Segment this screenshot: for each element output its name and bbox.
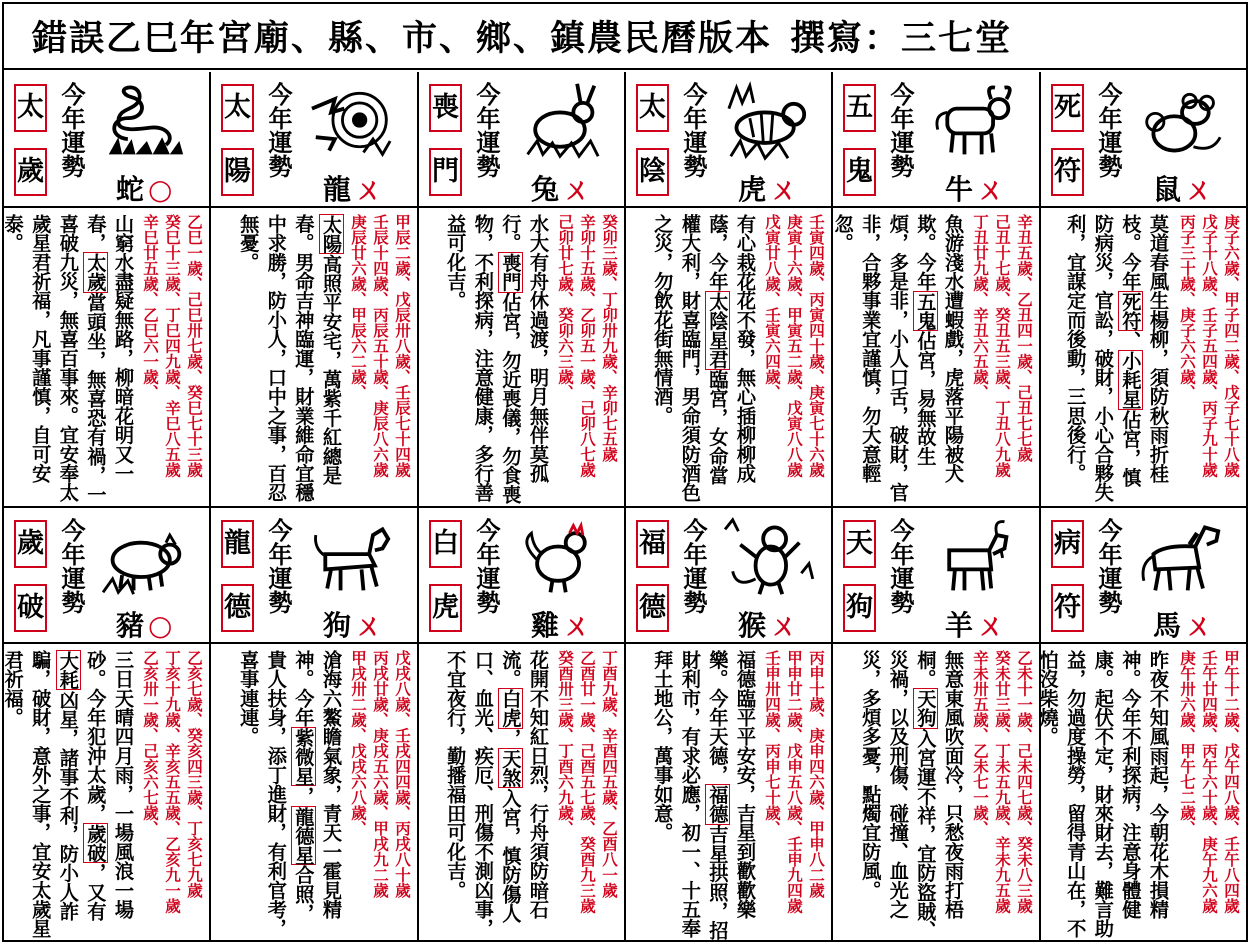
- cell-header: [419, 72, 624, 208]
- god-name-bottom: 陽: [221, 148, 254, 196]
- god-name-bottom: 德: [636, 584, 669, 632]
- cell-header: [4, 72, 209, 208]
- zodiac-cell-雞: [419, 508, 626, 942]
- god-name-top: 死: [1051, 84, 1084, 132]
- highlight-term: 大耗: [56, 651, 80, 690]
- zodiac-cell-兔: [419, 72, 626, 508]
- god-name-top: 五: [843, 84, 876, 132]
- fortune-text: 水大有舟休過渡，明月無伴莫孤行。喪門佔宮，勿近喪儀，勿食喪物，不利探病，注意健康，多行善益可化吉。: [444, 214, 550, 505]
- god-name-top: 病: [1051, 520, 1084, 568]
- cell-body: [626, 210, 831, 506]
- highlight-term: 太陽: [320, 215, 343, 254]
- god-name-top: 太: [14, 84, 47, 132]
- goat-icon: [928, 516, 1020, 598]
- dragon-icon: [306, 80, 398, 162]
- zodiac-cell-蛇: [1, 72, 211, 508]
- cell-header: [419, 508, 624, 644]
- animal-name: 雞: [531, 609, 560, 642]
- animal-name: 馬: [1153, 609, 1182, 642]
- god-name-top: 歲: [14, 520, 47, 568]
- age-list: 庚子六歲、甲子四二歲、戊子七十八歲 戊子十八歲、壬子五四歲、丙子九十歲 丙子三十歲、庚子六六歲、: [1178, 214, 1241, 478]
- fortune-text: 無意東風吹面冷，只愁夜雨打梧桐。天狗入宮運不祥，宜防盜賊、災禍，以及刑傷、碰撞、血光之災，多煩多憂，點燭宜防風。: [859, 650, 965, 941]
- god-name-top: 龍: [221, 520, 254, 568]
- cell-body: [1, 210, 209, 506]
- animal-label: [531, 168, 591, 208]
- fortune-text: 滄海六鰲瞻氣象，青天一霍見精神。今年紫微星，龍德星合照，貴人扶身，添丁進財，有利官考，喜事連連。: [237, 650, 343, 938]
- animal-name: 牛: [945, 173, 974, 206]
- zodiac-cell-豬: [1, 508, 211, 942]
- fortune-mark: ㄨ: [563, 609, 592, 642]
- monkey-icon: [721, 516, 813, 598]
- cell-body: [211, 210, 417, 506]
- cell-header: [211, 72, 417, 208]
- age-list: 辛丑五歲、乙丑四一歲、己丑七七歲 己丑十七歲、癸丑五三歲、丁丑八九歲 丁丑廿九歲、辛丑六五歲、: [971, 214, 1034, 478]
- fortune-text: 莫道春風生楊柳，須防秋雨折桂枝。今年死符、小耗星佔宮，慎防病災，官訟，破財，小心合夥失利，宜謀定而後動，三思後行。: [1064, 214, 1170, 502]
- cell-header: [626, 508, 831, 644]
- yunshi-label: 今年運勢: [1094, 518, 1123, 614]
- animal-label: [531, 604, 591, 644]
- ox-icon: [928, 80, 1020, 162]
- fortune-mark: ㄨ: [355, 609, 384, 642]
- fortune-mark: ㄨ: [1185, 173, 1214, 206]
- yunshi-label: 今年運勢: [679, 518, 708, 614]
- fortune-text: 太陽高照平安宅，萬紫千紅總是春。男命吉神臨運，財業維命宜穩中求勝，防小人，口中之事，百忍無憂。: [237, 214, 343, 502]
- zodiac-cell-鼠: [1041, 72, 1246, 508]
- fortune-text: 花開不知紅日烈，行舟須防暗石流。白虎，天煞入宮，慎防傷人口、血光、疾厄、刑傷不測凶事，不宜夜行，勤播福田可化吉。: [444, 650, 550, 938]
- god-name-box: [429, 84, 462, 196]
- zodiac-cell-虎: [626, 72, 833, 508]
- animal-name: 羊: [945, 609, 974, 642]
- god-name-bottom: 鬼: [843, 148, 876, 196]
- fortune-mark: ㄨ: [977, 173, 1006, 206]
- animal-label: [1153, 604, 1213, 644]
- cell-header: [1041, 72, 1246, 208]
- highlight-term: 福德: [706, 785, 730, 824]
- fortune-mark: ㄨ: [770, 609, 799, 642]
- cell-body: [1036, 646, 1246, 942]
- age-list: 乙亥七歲、癸亥四三歲、丁亥七九歲 丁亥十九歲、辛亥五五歲、乙亥九一歲 乙亥卅一歲、己亥六七歲、: [141, 650, 204, 914]
- age-list: 乙巳一歲、己巳卅七歲、癸巳七十三歲 癸巳十三歲、丁巳四九歲、辛巳八五歲 辛巳廿五歲、乙巳六一歲、: [141, 214, 204, 478]
- yunshi-label: 今年運勢: [264, 82, 293, 178]
- horse-icon: [1136, 516, 1228, 598]
- god-name-bottom: 歲: [14, 148, 47, 196]
- god-name-bottom: 門: [429, 148, 462, 196]
- god-name-top: 太: [221, 84, 254, 132]
- fortune-mark: ㄨ: [1185, 609, 1214, 642]
- highlight-term: 太歲: [84, 253, 108, 292]
- cell-header: [211, 508, 417, 644]
- cell-header: [833, 508, 1039, 644]
- god-name-box: [636, 520, 669, 632]
- cell-header: [1041, 508, 1246, 644]
- god-name-box: [843, 84, 876, 196]
- yunshi-label: 今年運勢: [264, 518, 293, 614]
- fortune-text: 三日天晴四月雨，一場風浪一場砂。今年犯沖太歲，歲破，又有大耗凶星，諸事不利，防小人詐騙，破財，意外之事，宜安太歲星君祈福。: [1, 650, 135, 938]
- cell-header: [4, 508, 209, 644]
- snake-icon: [99, 80, 191, 162]
- cell-body: [419, 646, 624, 942]
- animal-name: 兔: [531, 173, 560, 206]
- rooster-icon: [514, 516, 606, 598]
- yunshi-label: 今年運勢: [472, 82, 501, 178]
- yunshi-label: 今年運勢: [679, 82, 708, 178]
- highlight-term: 龍德星: [292, 806, 316, 865]
- god-name-box: [221, 520, 254, 632]
- age-list: 壬寅四歲、丙寅四十歲、庚寅七十六歲 庚寅十六歲、甲寅五二歲、戊寅八八歲 戊寅廿八歲、壬寅六四歲、: [763, 214, 826, 478]
- god-name-bottom: 破: [14, 584, 47, 632]
- zodiac-cell-猴: [626, 508, 833, 942]
- god-name-bottom: 陰: [636, 148, 669, 196]
- animal-label: [945, 168, 1005, 208]
- zodiac-cell-狗: [211, 508, 419, 942]
- cell-body: [833, 646, 1039, 942]
- god-name-top: 白: [429, 520, 462, 568]
- cell-body: [626, 646, 831, 942]
- animal-name: 蛇: [116, 173, 145, 206]
- god-name-box: [636, 84, 669, 196]
- age-list: 丁酉九歲、辛酉四五歲、乙酉八一歲 乙酉廿一歲、己酉五七歲、癸酉九三歲 癸酉卅三歲、丁酉六九歲、: [556, 650, 619, 914]
- yunshi-label: 今年運勢: [57, 518, 86, 614]
- zodiac-cell-馬: [1036, 508, 1246, 942]
- animal-label: [116, 604, 172, 644]
- animal-label: [323, 168, 383, 208]
- god-name-box: [843, 520, 876, 632]
- god-name-bottom: 符: [1051, 584, 1084, 632]
- god-name-top: 喪: [429, 84, 462, 132]
- fortune-mark: ○: [148, 609, 173, 642]
- highlight-term: 天煞: [499, 749, 523, 788]
- tiger-icon: [721, 80, 813, 162]
- god-name-bottom: 虎: [429, 584, 462, 632]
- title-bar: [4, 4, 1246, 70]
- fortune-text: 有心栽花花不發，無心插柳柳成蔭，今年太陰星君臨宮，女命當權大利，財喜臨門，男命須防酒色之災，勿飲花街無情酒。: [651, 214, 757, 502]
- animal-name: 猴: [738, 609, 767, 642]
- cell-body: [1041, 210, 1246, 506]
- highlight-term: 喪門: [499, 253, 523, 292]
- yunshi-label: 今年運勢: [886, 518, 915, 614]
- zodiac-cell-牛: [833, 72, 1041, 508]
- god-name-box: [221, 84, 254, 196]
- fortune-mark: ○: [148, 173, 173, 206]
- animal-label: [738, 168, 798, 208]
- rat-icon: [1136, 80, 1228, 162]
- god-name-box: [429, 520, 462, 632]
- rabbit-icon: [514, 80, 606, 162]
- god-name-top: 太: [636, 84, 669, 132]
- animal-label: [738, 604, 798, 644]
- zodiac-cell-龍: [211, 72, 419, 508]
- age-list: 甲午十二歲、戊午四八歲、壬午八四歲 壬午廿四歲、丙午六十歲、庚午九六歲 庚午卅六歲、甲午七二歲、: [1178, 650, 1241, 914]
- zodiac-cell-羊: [833, 508, 1041, 942]
- animal-label: [116, 168, 172, 208]
- cell-body: [1, 646, 209, 942]
- highlight-term: 白虎: [499, 689, 523, 728]
- highlight-term: 小耗星: [1119, 351, 1143, 410]
- age-list: 丙申十歲、庚申四六歲、甲申八二歲 甲申廿二歲、戊申五八歲、壬申九四歲 壬申卅四歲、丙申七十歲、: [763, 650, 826, 914]
- animal-name: 虎: [738, 173, 767, 206]
- fortune-text: 福德臨平平安安，吉星到歡歡樂樂。今年天德，福德吉星拱照，招財利市，有求必應，初一、十五奉拜土地公，萬事如意。: [651, 650, 757, 941]
- fortune-mark: ㄨ: [770, 173, 799, 206]
- age-list: 乙未十一歲、己未四七歲、癸未八三歲 癸未廿三歲、丁未五九歲、辛未九五歲 辛未卅五歲、乙未七一歲、: [971, 650, 1034, 914]
- highlight-term: 紫微星: [292, 727, 316, 786]
- god-name-bottom: 符: [1051, 148, 1084, 196]
- god-name-box: [14, 84, 47, 196]
- cell-body: [211, 646, 417, 942]
- fortune-text: 昨夜不知風雨起，今朝花木損精神。今年不利探病，注意身體健康。起伏不定，財來財去，難言助益，勿過度操勞，留得青山在，不怕沒柴燒。: [1036, 650, 1170, 938]
- god-name-top: 福: [636, 520, 669, 568]
- animal-name: 豬: [116, 609, 145, 642]
- highlight-term: 死符: [1119, 291, 1143, 331]
- yunshi-label: 今年運勢: [1094, 82, 1123, 178]
- calendar-frame: [2, 2, 1248, 942]
- dog-icon: [306, 516, 398, 598]
- pig-icon: [99, 516, 191, 598]
- fortune-text: 魚游淺水遭蝦戲，虎落平陽被犬欺。今年五鬼佔宮，易無故生煩，多是非，小人口舌，破財，官非，合夥事業宜謹慎，勿大意輕忽。: [831, 214, 965, 502]
- highlight-term: 五鬼: [914, 291, 938, 331]
- yunshi-label: 今年運勢: [886, 82, 915, 178]
- fortune-mark: ㄨ: [977, 609, 1006, 642]
- god-name-box: [14, 520, 47, 632]
- god-name-box: [1051, 84, 1084, 196]
- cell-header: [626, 72, 831, 208]
- cell-body: [833, 210, 1039, 506]
- animal-label: [1153, 168, 1213, 208]
- fortune-mark: ㄨ: [563, 173, 592, 206]
- fortune-text: 山窮水盡疑無路，柳暗花明又一春，太歲當頭坐，無喜恐有禍，一喜破九災，無喜百事來。宜安奉太歲星君祈福，凡事謹慎，自可安泰。: [1, 214, 135, 505]
- highlight-term: 太陰星君: [706, 291, 730, 369]
- animal-label: [323, 604, 383, 644]
- highlight-term: 歲破: [84, 823, 108, 863]
- cell-header: [833, 72, 1039, 208]
- fortune-mark: ㄨ: [355, 173, 384, 206]
- age-list: 戊戌八歲、壬戌四四歲、丙戌八十歲 丙戌廿歲、庚戌五六歲、甲戌九二歲 甲戌卅二歲、戊戌六八歲、: [349, 650, 412, 898]
- animal-name: 狗: [323, 609, 352, 642]
- page-title: 錯誤乙巳年宮廟、縣、市、鄉、鎮農民曆版本: [32, 18, 773, 59]
- yunshi-label: 今年運勢: [472, 518, 501, 614]
- god-name-bottom: 德: [221, 584, 254, 632]
- yunshi-label: 今年運勢: [57, 82, 86, 178]
- author-credit: 撰寫：三七堂: [790, 18, 1013, 59]
- highlight-term: 天狗: [914, 689, 938, 728]
- animal-label: [945, 604, 1005, 644]
- age-list: 甲辰二歲、戊辰卅八歲、壬辰七十四歲 壬辰十四歲、丙辰五十歲、庚辰八六歲 庚辰廿六歲、甲辰六二歲、: [349, 214, 412, 478]
- animal-name: 龍: [323, 173, 352, 206]
- god-name-box: [1051, 520, 1084, 632]
- god-name-bottom: 狗: [843, 584, 876, 632]
- god-name-top: 天: [843, 520, 876, 568]
- cell-body: [419, 210, 624, 506]
- age-list: 癸卯三歲、丁卯卅九歲、辛卯七五歲 辛卯十五歲、乙卯五一歲、己卯八七歲 己卯廿七歲、癸卯六三歲、: [556, 214, 619, 478]
- animal-name: 鼠: [1153, 173, 1182, 206]
